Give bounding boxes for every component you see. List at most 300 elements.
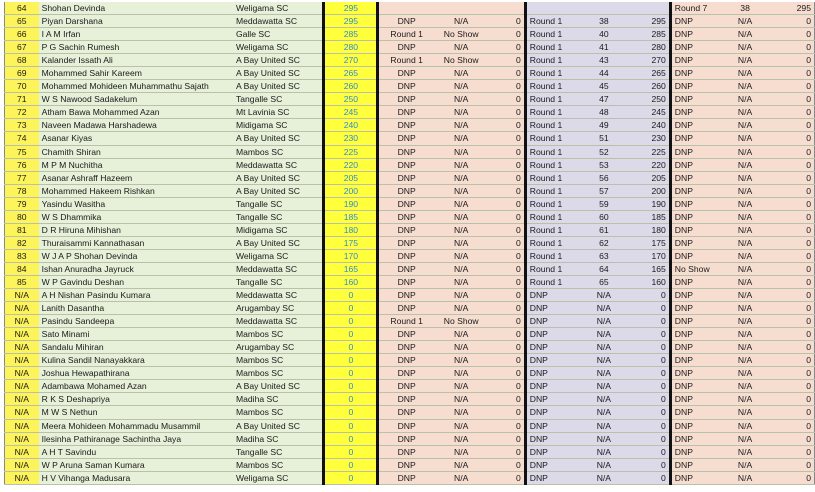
- rank-cell: 74: [5, 132, 39, 145]
- table-row: [5, 406, 815, 419]
- athlete-name-cell: Adambawa Mohamed Azan: [39, 380, 233, 393]
- athlete-name-cell: Joshua Hewapathirana: [39, 367, 233, 380]
- athlete-name-cell: Piyan Darshana: [39, 15, 233, 28]
- athlete-name-cell: D R Hiruna Mihishan: [39, 223, 233, 236]
- round-b-result-cell: Round 1: [525, 132, 580, 145]
- rank-cell: 67: [5, 41, 39, 54]
- round-a-points-cell: 0: [488, 471, 525, 484]
- round-c-points-cell: 0: [771, 132, 815, 145]
- round-a-status-cell: N/A: [434, 406, 489, 419]
- athlete-name-cell: A H T Savindu: [39, 445, 233, 458]
- round-c-points-cell: 0: [771, 315, 815, 328]
- round-c-points-cell: 0: [771, 28, 815, 41]
- round-a-points-cell: 0: [488, 354, 525, 367]
- club-cell: A Bay United SC: [233, 132, 324, 145]
- round-b-result-cell: DNP: [525, 289, 580, 302]
- total-points-cell: 0: [324, 393, 378, 406]
- round-a-result-cell: DNP: [378, 132, 434, 145]
- round-a-status-cell: No Show: [434, 54, 489, 67]
- club-cell: Arugambay SC: [233, 302, 324, 315]
- round-a-result-cell: DNP: [378, 158, 434, 171]
- club-cell: A Bay United SC: [233, 67, 324, 80]
- rank-cell: 73: [5, 119, 39, 132]
- round-b-position-cell: 38: [580, 15, 627, 28]
- rank-cell: N/A: [5, 380, 39, 393]
- round-a-points-cell: 0: [488, 184, 525, 197]
- round-b-position-cell: 47: [580, 93, 627, 106]
- rank-cell: N/A: [5, 367, 39, 380]
- round-b-points-cell: 260: [627, 80, 670, 93]
- round-b-position-cell: 60: [580, 210, 627, 223]
- round-c-points-cell: 0: [771, 15, 815, 28]
- round-b-position-cell: N/A: [580, 445, 627, 458]
- round-b-result-cell: DNP: [525, 367, 580, 380]
- table-row: [5, 54, 815, 67]
- round-b-points-cell: 160: [627, 275, 670, 288]
- round-a-result-cell: DNP: [378, 262, 434, 275]
- athlete-name-cell: Chamith Shiran: [39, 145, 233, 158]
- round-a-result-cell: DNP: [378, 328, 434, 341]
- round-c-position-cell: N/A: [720, 106, 771, 119]
- table-row: [5, 106, 815, 119]
- table-row: [5, 367, 815, 380]
- round-c-position-cell: N/A: [720, 41, 771, 54]
- round-c-result-cell: DNP: [670, 393, 719, 406]
- round-c-points-cell: 0: [771, 471, 815, 484]
- round-b-points-cell: 0: [627, 341, 670, 354]
- round-b-points-cell: 185: [627, 210, 670, 223]
- round-c-result-cell: DNP: [670, 184, 719, 197]
- round-b-position-cell: N/A: [580, 432, 627, 445]
- round-a-status-cell: N/A: [434, 15, 489, 28]
- round-c-result-cell: DNP: [670, 106, 719, 119]
- round-a-status-cell: N/A: [434, 236, 489, 249]
- round-a-status-cell: N/A: [434, 132, 489, 145]
- round-b-result-cell: DNP: [525, 406, 580, 419]
- total-points-cell: 230: [324, 132, 378, 145]
- round-c-result-cell: DNP: [670, 471, 719, 484]
- rank-cell: 65: [5, 15, 39, 28]
- table-row: [5, 393, 815, 406]
- round-c-position-cell: N/A: [720, 210, 771, 223]
- total-points-cell: 190: [324, 197, 378, 210]
- round-a-result-cell: DNP: [378, 93, 434, 106]
- round-a-status-cell: [434, 2, 489, 15]
- round-b-position-cell: 57: [580, 184, 627, 197]
- round-b-points-cell: 270: [627, 54, 670, 67]
- round-c-position-cell: N/A: [720, 262, 771, 275]
- round-a-status-cell: N/A: [434, 119, 489, 132]
- round-b-result-cell: DNP: [525, 432, 580, 445]
- table-row: [5, 289, 815, 302]
- round-c-result-cell: Round 7: [670, 2, 719, 15]
- rank-cell: 84: [5, 262, 39, 275]
- round-c-points-cell: 0: [771, 119, 815, 132]
- round-b-points-cell: 0: [627, 328, 670, 341]
- round-b-points-cell: 0: [627, 406, 670, 419]
- round-a-result-cell: DNP: [378, 119, 434, 132]
- club-cell: Mambos SC: [233, 328, 324, 341]
- club-cell: Mambos SC: [233, 406, 324, 419]
- round-a-result-cell: DNP: [378, 236, 434, 249]
- rank-cell: 81: [5, 223, 39, 236]
- round-b-result-cell: DNP: [525, 341, 580, 354]
- round-c-position-cell: N/A: [720, 171, 771, 184]
- round-c-result-cell: DNP: [670, 119, 719, 132]
- table-row: [5, 236, 815, 249]
- table-row: [5, 93, 815, 106]
- athlete-name-cell: Atham Bawa Mohammed Azan: [39, 106, 233, 119]
- round-a-points-cell: 0: [488, 367, 525, 380]
- round-b-result-cell: Round 1: [525, 67, 580, 80]
- round-b-position-cell: 53: [580, 158, 627, 171]
- total-points-cell: 185: [324, 210, 378, 223]
- round-a-status-cell: N/A: [434, 341, 489, 354]
- round-a-points-cell: 0: [488, 445, 525, 458]
- total-points-cell: 0: [324, 367, 378, 380]
- round-a-points-cell: 0: [488, 289, 525, 302]
- round-b-position-cell: 62: [580, 236, 627, 249]
- round-a-result-cell: DNP: [378, 171, 434, 184]
- round-c-points-cell: 295: [771, 2, 815, 15]
- round-c-position-cell: N/A: [720, 93, 771, 106]
- athlete-name-cell: Naveen Madawa Harshadewa: [39, 119, 233, 132]
- rank-cell: 82: [5, 236, 39, 249]
- table-row: [5, 471, 815, 484]
- round-b-result-cell: DNP: [525, 328, 580, 341]
- rank-cell: N/A: [5, 471, 39, 484]
- round-b-position-cell: N/A: [580, 380, 627, 393]
- round-a-result-cell: DNP: [378, 184, 434, 197]
- round-a-result-cell: Round 1: [378, 54, 434, 67]
- round-c-position-cell: N/A: [720, 54, 771, 67]
- round-b-position-cell: 40: [580, 28, 627, 41]
- round-a-status-cell: N/A: [434, 393, 489, 406]
- round-a-points-cell: 0: [488, 302, 525, 315]
- round-c-points-cell: 0: [771, 432, 815, 445]
- round-a-status-cell: N/A: [434, 223, 489, 236]
- total-points-cell: 0: [324, 289, 378, 302]
- round-b-result-cell: Round 1: [525, 262, 580, 275]
- round-c-points-cell: 0: [771, 275, 815, 288]
- rankings-table: [4, 2, 815, 485]
- round-a-status-cell: N/A: [434, 380, 489, 393]
- round-a-points-cell: 0: [488, 406, 525, 419]
- club-cell: A Bay United SC: [233, 171, 324, 184]
- round-c-result-cell: DNP: [670, 367, 719, 380]
- total-points-cell: 285: [324, 28, 378, 41]
- round-a-points-cell: 0: [488, 145, 525, 158]
- round-b-points-cell: 240: [627, 119, 670, 132]
- round-c-result-cell: DNP: [670, 15, 719, 28]
- athlete-name-cell: Kulina Sandil Nanayakkara: [39, 354, 233, 367]
- round-a-points-cell: 0: [488, 236, 525, 249]
- athlete-name-cell: M W S Nethun: [39, 406, 233, 419]
- round-a-points-cell: 0: [488, 197, 525, 210]
- round-c-position-cell: N/A: [720, 406, 771, 419]
- total-points-cell: 0: [324, 328, 378, 341]
- round-c-position-cell: N/A: [720, 184, 771, 197]
- rank-cell: 69: [5, 67, 39, 80]
- athlete-name-cell: W S Nawood Sadakelum: [39, 93, 233, 106]
- round-c-points-cell: 0: [771, 210, 815, 223]
- round-a-result-cell: DNP: [378, 275, 434, 288]
- round-b-result-cell: Round 1: [525, 28, 580, 41]
- round-a-result-cell: Round 1: [378, 315, 434, 328]
- round-b-result-cell: DNP: [525, 380, 580, 393]
- club-cell: Meddawatta SC: [233, 262, 324, 275]
- table-row: [5, 132, 815, 145]
- round-a-result-cell: DNP: [378, 145, 434, 158]
- round-a-points-cell: 0: [488, 41, 525, 54]
- rank-cell: 78: [5, 184, 39, 197]
- round-b-points-cell: 175: [627, 236, 670, 249]
- club-cell: Tangalle SC: [233, 197, 324, 210]
- round-c-result-cell: DNP: [670, 41, 719, 54]
- round-b-result-cell: Round 1: [525, 54, 580, 67]
- round-c-points-cell: 0: [771, 197, 815, 210]
- total-points-cell: 160: [324, 275, 378, 288]
- round-c-points-cell: 0: [771, 328, 815, 341]
- round-c-position-cell: N/A: [720, 158, 771, 171]
- round-b-position-cell: 63: [580, 249, 627, 262]
- athlete-name-cell: A H Nishan Pasindu Kumara: [39, 289, 233, 302]
- round-a-points-cell: 0: [488, 328, 525, 341]
- round-c-points-cell: 0: [771, 236, 815, 249]
- round-b-position-cell: 44: [580, 67, 627, 80]
- round-c-position-cell: N/A: [720, 419, 771, 432]
- rank-cell: 64: [5, 2, 39, 15]
- table-row: [5, 419, 815, 432]
- round-c-position-cell: N/A: [720, 249, 771, 262]
- round-c-position-cell: N/A: [720, 223, 771, 236]
- table-row: [5, 315, 815, 328]
- round-c-result-cell: DNP: [670, 432, 719, 445]
- round-b-points-cell: 245: [627, 106, 670, 119]
- round-c-result-cell: DNP: [670, 210, 719, 223]
- club-cell: A Bay United SC: [233, 236, 324, 249]
- round-c-points-cell: 0: [771, 393, 815, 406]
- round-a-status-cell: N/A: [434, 197, 489, 210]
- round-c-position-cell: N/A: [720, 80, 771, 93]
- round-c-result-cell: DNP: [670, 67, 719, 80]
- round-a-status-cell: N/A: [434, 471, 489, 484]
- rank-cell: 72: [5, 106, 39, 119]
- table-row: [5, 184, 815, 197]
- round-b-result-cell: DNP: [525, 471, 580, 484]
- round-c-result-cell: DNP: [670, 145, 719, 158]
- round-c-points-cell: 0: [771, 458, 815, 471]
- round-c-points-cell: 0: [771, 341, 815, 354]
- round-b-result-cell: DNP: [525, 315, 580, 328]
- round-b-position-cell: 59: [580, 197, 627, 210]
- rank-cell: 70: [5, 80, 39, 93]
- round-a-result-cell: DNP: [378, 249, 434, 262]
- club-cell: A Bay United SC: [233, 380, 324, 393]
- round-b-position-cell: 65: [580, 275, 627, 288]
- round-c-position-cell: N/A: [720, 132, 771, 145]
- round-a-points-cell: 0: [488, 249, 525, 262]
- round-a-result-cell: DNP: [378, 41, 434, 54]
- round-a-status-cell: N/A: [434, 328, 489, 341]
- round-a-points-cell: 0: [488, 432, 525, 445]
- round-b-position-cell: N/A: [580, 406, 627, 419]
- total-points-cell: 220: [324, 158, 378, 171]
- rank-cell: N/A: [5, 328, 39, 341]
- table-row: [5, 41, 815, 54]
- round-c-points-cell: 0: [771, 419, 815, 432]
- round-b-points-cell: [627, 2, 670, 15]
- round-c-result-cell: DNP: [670, 302, 719, 315]
- athlete-name-cell: Asanar Ashraff Hazeem: [39, 171, 233, 184]
- round-a-points-cell: 0: [488, 15, 525, 28]
- rank-cell: N/A: [5, 393, 39, 406]
- club-cell: Tangalle SC: [233, 93, 324, 106]
- round-b-position-cell: 56: [580, 171, 627, 184]
- athlete-name-cell: Yasindu Wasitha: [39, 197, 233, 210]
- round-c-position-cell: N/A: [720, 28, 771, 41]
- round-a-status-cell: N/A: [434, 289, 489, 302]
- club-cell: Midigama SC: [233, 119, 324, 132]
- round-c-result-cell: DNP: [670, 406, 719, 419]
- round-b-points-cell: 0: [627, 471, 670, 484]
- round-b-position-cell: 48: [580, 106, 627, 119]
- round-a-status-cell: No Show: [434, 28, 489, 41]
- round-c-result-cell: DNP: [670, 249, 719, 262]
- total-points-cell: 0: [324, 471, 378, 484]
- club-cell: A Bay United SC: [233, 419, 324, 432]
- round-b-result-cell: DNP: [525, 445, 580, 458]
- round-a-points-cell: 0: [488, 458, 525, 471]
- club-cell: Mambos SC: [233, 354, 324, 367]
- round-a-result-cell: DNP: [378, 393, 434, 406]
- round-a-points-cell: 0: [488, 275, 525, 288]
- round-b-points-cell: 190: [627, 197, 670, 210]
- round-a-status-cell: N/A: [434, 67, 489, 80]
- rank-cell: N/A: [5, 458, 39, 471]
- club-cell: Tangalle SC: [233, 275, 324, 288]
- round-a-result-cell: DNP: [378, 210, 434, 223]
- rank-cell: N/A: [5, 315, 39, 328]
- round-a-status-cell: N/A: [434, 145, 489, 158]
- athlete-name-cell: Ilesinha Pathiranage Sachintha Jaya: [39, 432, 233, 445]
- round-a-status-cell: N/A: [434, 275, 489, 288]
- round-a-result-cell: Round 1: [378, 28, 434, 41]
- round-c-points-cell: 0: [771, 354, 815, 367]
- round-b-points-cell: 0: [627, 458, 670, 471]
- round-a-points-cell: 0: [488, 106, 525, 119]
- round-b-result-cell: DNP: [525, 419, 580, 432]
- round-b-position-cell: N/A: [580, 302, 627, 315]
- total-points-cell: 205: [324, 171, 378, 184]
- total-points-cell: 0: [324, 354, 378, 367]
- round-c-points-cell: 0: [771, 106, 815, 119]
- round-b-points-cell: 0: [627, 393, 670, 406]
- round-a-result-cell: DNP: [378, 445, 434, 458]
- round-a-result-cell: DNP: [378, 289, 434, 302]
- round-b-result-cell: DNP: [525, 393, 580, 406]
- rank-cell: N/A: [5, 289, 39, 302]
- rank-cell: N/A: [5, 302, 39, 315]
- athlete-name-cell: Sato Minami: [39, 328, 233, 341]
- round-a-result-cell: [378, 2, 434, 15]
- round-b-position-cell: N/A: [580, 458, 627, 471]
- table-row: [5, 210, 815, 223]
- round-c-position-cell: N/A: [720, 67, 771, 80]
- table-row: [5, 158, 815, 171]
- round-c-position-cell: N/A: [720, 367, 771, 380]
- club-cell: Madiha SC: [233, 393, 324, 406]
- round-b-position-cell: N/A: [580, 367, 627, 380]
- round-b-position-cell: N/A: [580, 289, 627, 302]
- round-b-result-cell: Round 1: [525, 171, 580, 184]
- round-a-status-cell: N/A: [434, 171, 489, 184]
- total-points-cell: 0: [324, 432, 378, 445]
- round-b-position-cell: N/A: [580, 315, 627, 328]
- round-c-result-cell: DNP: [670, 236, 719, 249]
- club-cell: Mt Lavinia SC: [233, 106, 324, 119]
- round-b-points-cell: 250: [627, 93, 670, 106]
- athlete-name-cell: H V Vihanga Madusara: [39, 471, 233, 484]
- round-a-status-cell: N/A: [434, 210, 489, 223]
- round-b-points-cell: 0: [627, 445, 670, 458]
- round-b-result-cell: Round 1: [525, 275, 580, 288]
- round-a-points-cell: 0: [488, 67, 525, 80]
- round-a-points-cell: 0: [488, 210, 525, 223]
- round-a-status-cell: N/A: [434, 93, 489, 106]
- round-b-position-cell: N/A: [580, 419, 627, 432]
- round-b-points-cell: 170: [627, 249, 670, 262]
- club-cell: Tangalle SC: [233, 445, 324, 458]
- round-b-result-cell: Round 1: [525, 210, 580, 223]
- athlete-name-cell: Mohammed Hakeem Rishkan: [39, 184, 233, 197]
- rank-cell: N/A: [5, 419, 39, 432]
- club-cell: Madiha SC: [233, 432, 324, 445]
- athlete-name-cell: Thuraisammi Kannathasan: [39, 236, 233, 249]
- round-a-points-cell: 0: [488, 171, 525, 184]
- round-c-result-cell: DNP: [670, 458, 719, 471]
- round-c-result-cell: DNP: [670, 419, 719, 432]
- round-b-result-cell: Round 1: [525, 15, 580, 28]
- round-a-status-cell: N/A: [434, 354, 489, 367]
- round-a-status-cell: N/A: [434, 302, 489, 315]
- round-c-result-cell: DNP: [670, 223, 719, 236]
- club-cell: Meddawatta SC: [233, 289, 324, 302]
- rank-cell: 85: [5, 275, 39, 288]
- round-b-position-cell: N/A: [580, 328, 627, 341]
- round-b-result-cell: Round 1: [525, 236, 580, 249]
- club-cell: Tangalle SC: [233, 210, 324, 223]
- table-row: [5, 432, 815, 445]
- round-a-result-cell: DNP: [378, 419, 434, 432]
- rank-cell: N/A: [5, 445, 39, 458]
- rank-cell: N/A: [5, 354, 39, 367]
- round-a-status-cell: N/A: [434, 432, 489, 445]
- round-c-result-cell: DNP: [670, 328, 719, 341]
- round-c-result-cell: DNP: [670, 341, 719, 354]
- round-c-points-cell: 0: [771, 445, 815, 458]
- total-points-cell: 280: [324, 41, 378, 54]
- rank-cell: 66: [5, 28, 39, 41]
- rank-cell: 76: [5, 158, 39, 171]
- round-c-result-cell: DNP: [670, 80, 719, 93]
- rank-cell: 77: [5, 171, 39, 184]
- rank-cell: 75: [5, 145, 39, 158]
- round-b-position-cell: 43: [580, 54, 627, 67]
- round-b-position-cell: N/A: [580, 354, 627, 367]
- round-c-result-cell: DNP: [670, 445, 719, 458]
- round-b-points-cell: 165: [627, 262, 670, 275]
